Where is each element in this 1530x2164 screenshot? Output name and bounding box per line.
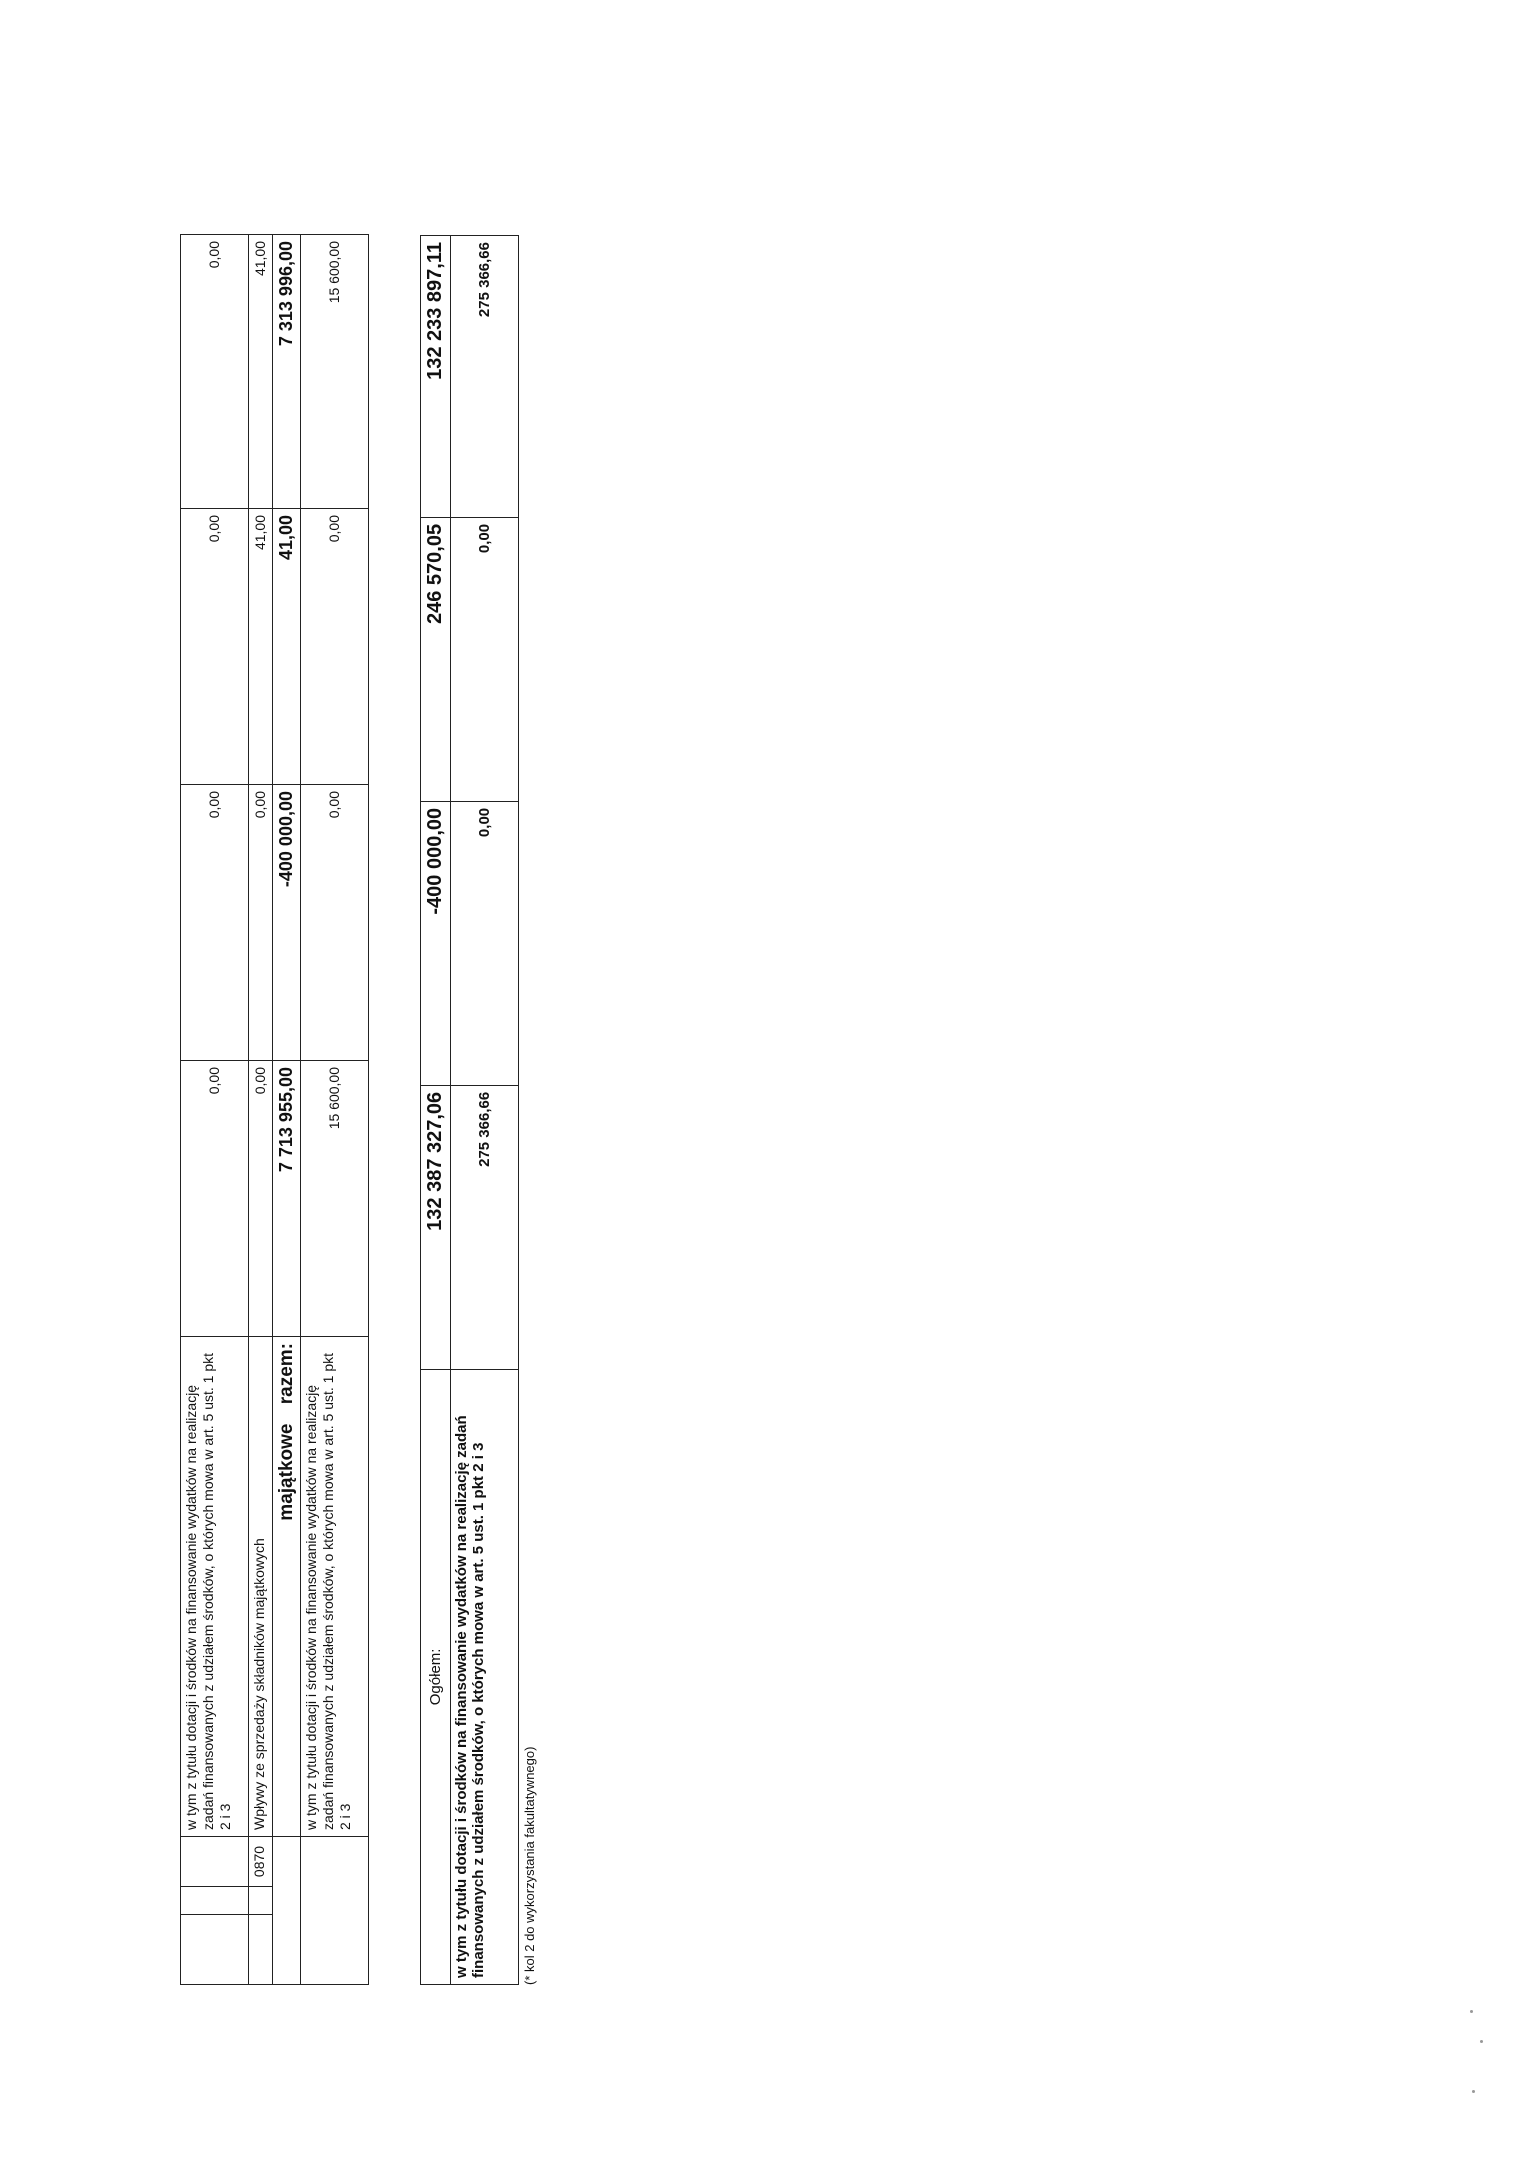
cell-value: 41,00 [273,509,301,785]
cell-code [181,1837,249,1887]
cell-value: 0,00 [301,785,369,1061]
cell-value: 0,00 [181,1061,249,1337]
cell-label: w tym z tytułu dotacji i środków na finansowanie wydatków na realizację zadań finansowanych z udziałem środków, o których mowa w art. 5 ust. 1 pkt 2 i 3 [451,1369,519,1984]
cell-value: 132 233 897,11 [421,236,451,518]
cell-value: 7 713 955,00 [273,1061,301,1337]
cell-value: 15 600,00 [301,235,369,509]
scan-speck [1470,2010,1473,2013]
table-row-total [421,236,451,1985]
cell-chapter [249,1887,273,1915]
cell-value: 275 366,66 [451,236,519,518]
cell-value: 246 570,05 [421,517,451,801]
cell-value: -400 000,00 [273,785,301,1061]
cell-section [181,1915,249,1985]
table-row [249,235,273,1985]
cell-value: 15 600,00 [301,1061,369,1337]
rotated-page-content [180,225,740,1985]
cell-value: 41,00 [249,509,273,785]
total-table [420,235,519,1985]
subtotal-label: majątkowe razem: [273,1337,301,1837]
cell-value: 7 313 996,00 [273,235,301,509]
cell-empty [273,1837,301,1985]
cell-section [249,1915,273,1985]
cell-label: w tym z tytułu dotacji i środków na finansowanie wydatków na realizację zadań finansowanych z udziałem środków, o których mowa w art. 5 ust. 1 pkt 2 i 3 [301,1337,369,1837]
cell-label: Wpływy ze sprzedaży składników majątkowych [249,1337,273,1837]
table-row-subtotal [273,235,301,1985]
cell-value: 0,00 [181,509,249,785]
cell-value: -400 000,00 [421,801,451,1085]
table-row [181,235,249,1985]
cell-value: 0,00 [181,785,249,1061]
cell-value: 132 387 327,06 [421,1085,451,1369]
total-label: Ogółem: [421,1369,451,1984]
cell-value: 0,00 [249,1061,273,1337]
cell-value: 0,00 [181,235,249,509]
scan-speck [1472,2090,1475,2093]
cell-value: 0,00 [301,509,369,785]
table-row [451,236,519,1985]
cell-value: 275 366,66 [451,1085,519,1369]
cell-chapter [181,1887,249,1915]
cell-code: 0870 [249,1837,273,1887]
cell-value: 41,00 [249,235,273,509]
cell-value: 0,00 [249,785,273,1061]
cell-empty [301,1837,369,1985]
table-row [301,235,369,1985]
cell-value: 0,00 [451,517,519,801]
income-table-continuation [180,234,369,1985]
cell-value: 0,00 [451,801,519,1085]
footnote: (* kol 2 do wykorzystania fakultatywnego) [522,1746,537,1985]
cell-label: w tym z tytułu dotacji i środków na finansowanie wydatków na realizację zadań finansowanych z udziałem środków, o których mowa w art. 5 ust. 1 pkt 2 i 3 [181,1337,249,1837]
scan-speck [1480,2040,1483,2043]
